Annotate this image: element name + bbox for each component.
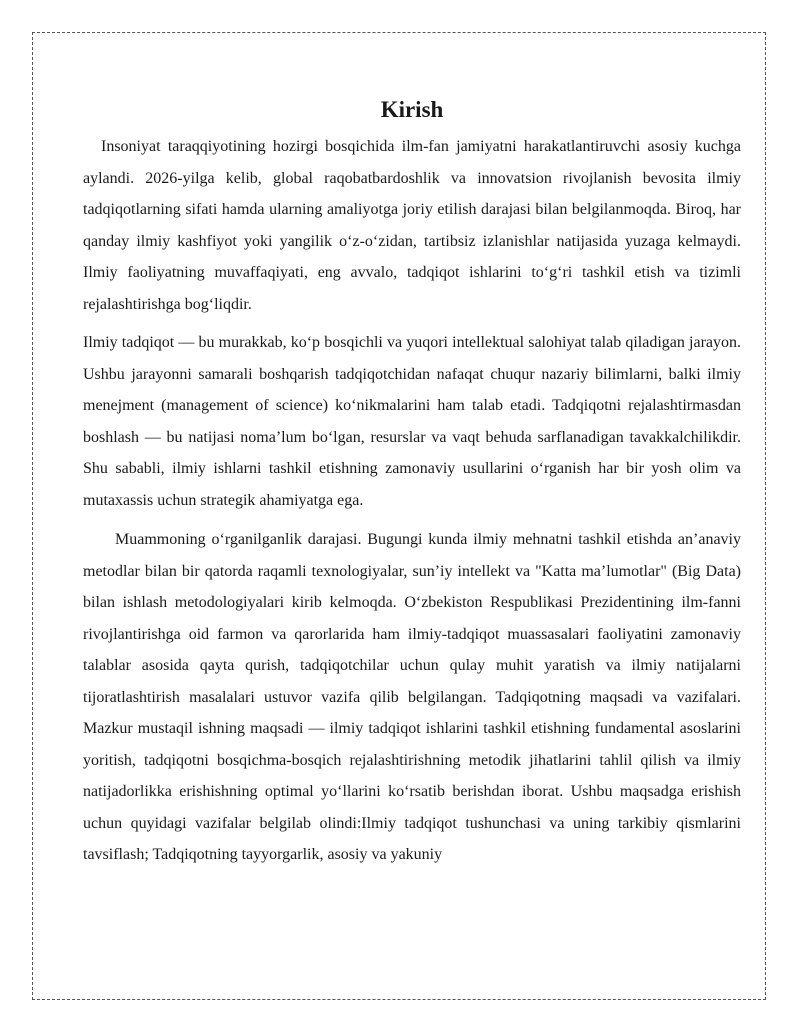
paragraph-research-process: Ilmiy tadqiqot — bu murakkab, koʻp bosqichli va yuqori intellektual salohiyat talab qiladigan jarayon. Ushbu jarayonni samarali boshqarish tadqiqotchidan nafaqat chuqur nazariy bilimlarni, balki ilmiy menejment (management of science) koʻnikmalarini ham talab etadi. Tadqiqotni rejalashtirmasdan boshlash — bu natijasi nomaʼlum boʻlgan, resurslar va vaqt behuda sarflanadigan tavakkalchilikdir. Shu sababli, ilmiy ishlarni tashkil etishning zamonaviy usullarini oʻrganish har bir yosh olim va mutaxassis uchun strategik ahamiyatga ega. xyxy=(83,334,741,509)
paragraph-intro: Insoniyat taraqqiyotining hozirgi bosqichida ilm-fan jamiyatni harakatlantiruvchi asosiy kuchga aylandi. 2026-yilga kelib, global raqobatbardoshlik va innovatsion rivojlanish bevosita ilmiy tadqiqotlarning sifati hamda ularning amaliyotga joriy etilish darajasi bilan belgilanmoqda. Biroq, har qanday ilmiy kashfiyot yoki yangilik oʻz-oʻzidan, tartibsiz izlanishlar natijasida yuzaga kelmaydi. Ilmiy faoliyatning muvaffaqiyati, eng avvalo, tadqiqot ishlarini toʻgʻri tashkil etish va tizimli rejalashtirishga bogʻliqdir. xyxy=(83,138,741,313)
document-body xyxy=(83,93,741,871)
document-title: Kirish xyxy=(380,97,444,122)
paragraph-problem-study: Muammoning oʻrganilganlik darajasi. Bugungi kunda ilmiy mehnatni tashkil etishda anʼanaviy metodlar bilan bir qatorda raqamli texnologiyalar, sunʼiy intellekt va "Katta maʼlumotlar" (Big Data) bilan ishlash metodologiyalari kirib kelmoqda. Oʻzbekiston Respublikasi Prezidentining ilm-fanni rivojlantirishga oid farmon va qarorlarida ham ilmiy-tadqiqot muassasalari faoliyatini zamonaviy talablar asosida qayta qurish, tadqiqotchilar uchun qulay muhit yaratish va ilmiy natijalarni tijoratlashtirish masalalari ustuvor vazifa qilib belgilangan. Tadqiqotning maqsadi va vazifalari. Mazkur mustaqil ishning maqsadi — ilmiy tadqiqot ishlarini tashkil etishning fundamental asoslarini yoritish, tadqiqotni bosqichma-bosqich rejalashtirishning metodik jihatlarini tahlil qilish va ilmiy natijadorlikka erishishning optimal yoʻllarini koʻrsatib berishdan iborat. Ushbu maqsadga erishish uchun quyidagi vazifalar belgilab olindi:Ilmiy tadqiqot tushunchasi va uning tarkibiy qismlarini tavsiflash; Tadqiqotning tayyorgarlik, asosiy va yakuniy xyxy=(83,531,741,863)
